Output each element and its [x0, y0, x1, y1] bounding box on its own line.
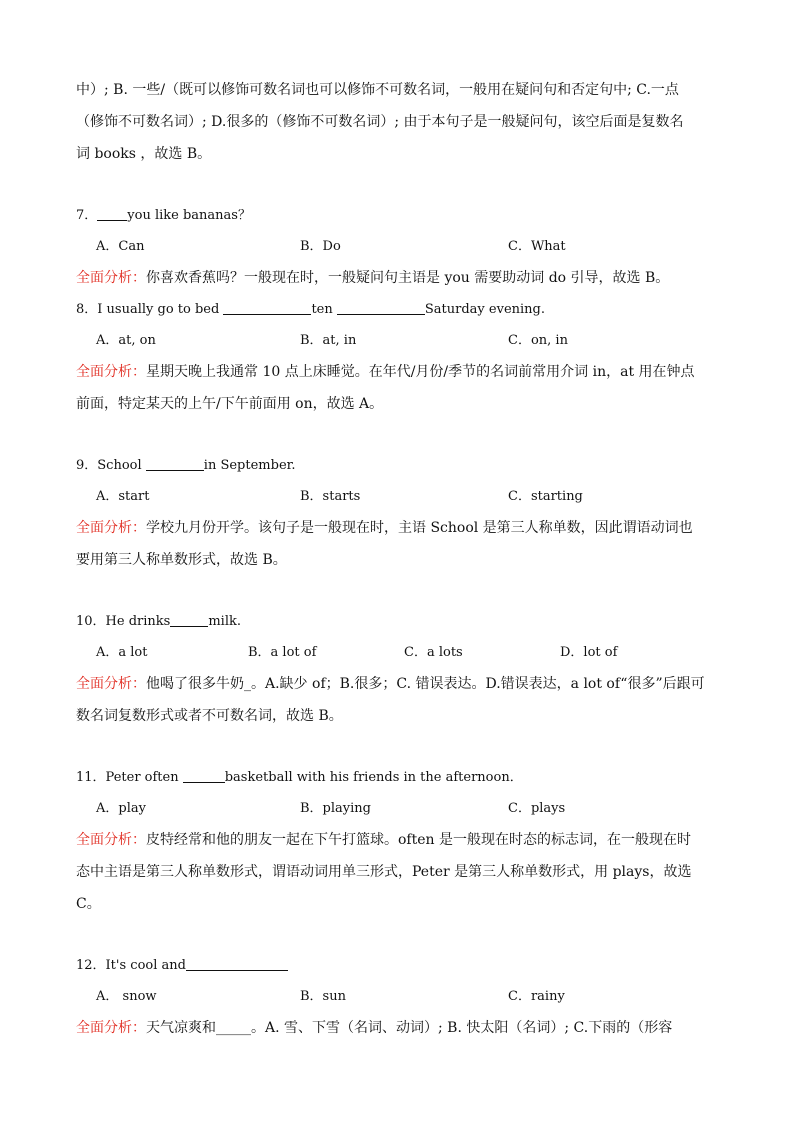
question-text: School: [97, 458, 146, 473]
question-11-analysis-3: C。: [76, 896, 101, 912]
question-12-stem: [76, 956, 288, 976]
question-text: Saturday evening.: [424, 302, 545, 317]
question-number: 8．: [76, 302, 98, 317]
analysis-label: 全面分析：: [76, 1020, 146, 1036]
question-11-analysis-2: 态中主语是第三人称单数形式，谓语动词用单三形式，Peter 是第三人称单数形式，用 plays，故选: [76, 864, 692, 880]
option-b: B．a lot of: [248, 645, 317, 660]
question-7-analysis: [76, 268, 669, 288]
question-number: 11．: [76, 770, 106, 785]
question-9-stem: [76, 456, 296, 476]
option-a: A．play: [96, 801, 146, 816]
option-c: C．on, in: [508, 333, 568, 348]
option-c: C．rainy: [508, 989, 565, 1004]
question-text: Peter often: [105, 770, 183, 785]
analysis-label: 全面分析：: [76, 364, 146, 380]
option-a: A． snow: [96, 989, 157, 1004]
question-number: 12．: [76, 958, 106, 973]
option-a: A．Can: [96, 239, 145, 254]
question-10-analysis-2: 数名词复数形式或者不可数名词，故选 B。: [76, 708, 343, 724]
analysis-text: 学校九月份开学。该句子是一般现在时，主语 School 是第三人称单数，因此谓语动词也: [146, 520, 693, 536]
answer-blank: [146, 456, 204, 471]
answer-blank: [223, 300, 311, 315]
question-text: ten: [311, 302, 337, 317]
analysis-text: 天气凉爽和_____。A. 雪、下雪（名词、动词）; B. 快太阳（名词）; C.下雨的（形容: [146, 1020, 673, 1036]
question-7-stem: [76, 206, 251, 226]
analysis-label: 全面分析：: [76, 832, 146, 848]
question-text: He drinks: [105, 614, 171, 629]
question-number: 10．: [76, 614, 106, 629]
question-12-analysis-1: [76, 1018, 672, 1038]
option-b: B．starts: [300, 489, 361, 504]
question-8-analysis-2: 前面，特定某天的上午/下午前面用 on，故选 A。: [76, 396, 384, 412]
option-c: C．a lots: [404, 645, 463, 660]
option-c: C．plays: [508, 801, 566, 816]
intro-line-2: （修饰不可数名词）; D.很多的（修饰不可数名词）; 由于本句子是一般疑问句，该空后面是复数名: [76, 114, 684, 130]
question-8-stem: [76, 300, 545, 320]
analysis-label: 全面分析：: [76, 676, 146, 692]
answer-blank: [170, 612, 208, 627]
answer-blank: [337, 300, 425, 315]
question-11-analysis-1: [76, 830, 691, 850]
analysis-label: 全面分析：: [76, 270, 146, 286]
option-d: D．lot of: [560, 645, 618, 660]
intro-line-1: 中）; B. 一些/（既可以修饰可数名词也可以修饰不可数名词，一般用在疑问句和否定句中; C.一点: [76, 82, 679, 98]
option-a: A．a lot: [96, 645, 148, 660]
option-b: B．playing: [300, 801, 371, 816]
option-b: B．at, in: [300, 333, 357, 348]
question-text: basketball with his friends in the afternoon．: [224, 770, 523, 785]
question-text: milk.: [208, 614, 241, 629]
question-text: in September.: [203, 458, 296, 473]
answer-blank: [183, 768, 225, 783]
option-b: B．Do: [300, 239, 341, 254]
intro-line-3: 词 books ，故选 B。: [76, 146, 212, 162]
question-11-stem: [76, 768, 523, 788]
question-number: 7．: [76, 208, 98, 223]
question-10-analysis-1: [76, 674, 705, 694]
option-a: A．at, on: [96, 333, 156, 348]
question-text: you like bananas？: [127, 208, 251, 223]
question-10-stem: [76, 612, 241, 632]
analysis-text: 他喝了很多牛奶_。A.缺少 of；B.很多；C. 错误表达。D.错误表达，a lot of“很多”后跟可: [146, 676, 705, 692]
question-text: I usually go to bed: [97, 302, 224, 317]
analysis-text: 皮特经常和他的朋友一起在下午打篮球。often 是一般现在时态的标志词，在一般现在时: [146, 832, 691, 848]
analysis-label: 全面分析：: [76, 520, 146, 536]
question-text: It's cool and: [105, 958, 186, 973]
option-b: B．sun: [300, 989, 346, 1004]
question-8-analysis-1: [76, 362, 695, 382]
question-9-analysis-2: 要用第三人称单数形式，故选 B。: [76, 552, 287, 568]
analysis-text: 星期天晚上我通常 10 点上床睡觉。在年代/月份/季节的名词前常用介词 in，at 用在钟点: [146, 364, 695, 380]
option-c: C．starting: [508, 489, 583, 504]
answer-blank: [97, 206, 127, 221]
answer-blank: [186, 956, 288, 971]
option-a: A．start: [96, 489, 150, 504]
question-9-analysis-1: [76, 518, 693, 538]
analysis-text: 你喜欢香蕉吗？一般现在时，一般疑问句主语是 you 需要助动词 do 引导，故选 B。: [146, 270, 670, 286]
question-number: 9．: [76, 458, 98, 473]
option-c: C．What: [508, 239, 566, 254]
